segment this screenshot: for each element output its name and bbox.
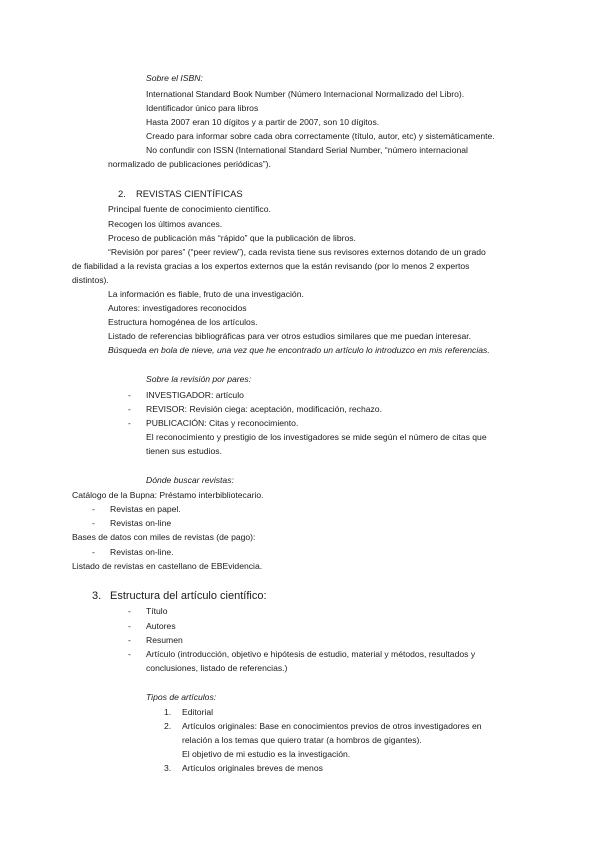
section3-article-2: conclusiones, listado de referencias.) (146, 663, 288, 673)
section2-line-9: Búsqueda en bola de nieve, una vez que he encontrado un artículo lo introduzco en mis referencias. (108, 345, 490, 355)
bullet-dash: - (92, 518, 95, 528)
bullet-dash: - (92, 547, 95, 557)
section2-peer-cont-1: de fiabilidad a la revista gracias a los expertos externos que la están revisando (por lo menos 2 expertos (72, 261, 470, 271)
types-item1-number: 1. (164, 707, 172, 717)
listing-line: Listado de revistas en castellano de EBEvidencia. (72, 561, 263, 571)
bullet-dash: - (128, 635, 131, 645)
bullet-dash: - (128, 418, 131, 428)
peer-bullet-1: INVESTIGADOR: artículo (146, 390, 244, 400)
types-item1: Editorial (182, 707, 214, 717)
bullet-dash: - (128, 404, 131, 414)
section2-line-7: Estructura homogénea de los artículos. (108, 317, 258, 327)
catalog-line: Catálogo de la Bupna: Préstamo interbibliotecario. (72, 490, 264, 500)
section2-title: REVISTAS CIENTÍFICAS (136, 188, 243, 199)
bullet-dash: - (128, 649, 131, 659)
catalog-item-1: Revistas en papel. (110, 504, 181, 514)
isbn-line-4: Creado para informar sobre cada obra correctamente (título, autor, etc) y sistemáticamente. (146, 131, 495, 141)
types-item3: Artículos originales breves de menos (182, 763, 323, 773)
section3-title: Estructura del artículo científico: (110, 590, 267, 602)
isbn-line-3: Hasta 2007 eran 10 dígitos y a partir de 2007, son 10 dígitos. (146, 117, 380, 127)
types-item3-number: 3. (164, 763, 172, 773)
section2-line-5: La información es fiable, fruto de una investigación. (108, 289, 304, 299)
section3-item-2: Autores (146, 621, 176, 631)
catalog-item-2: Revistas on-line (110, 518, 172, 528)
types-item2-number: 2. (164, 721, 172, 731)
isbn-line-2: Identificador único para libros (146, 103, 259, 113)
isbn-line-1: International Standard Book Number (Número Internacional Normalizado del Libro). (146, 89, 465, 99)
section2-line-8: Listado de referencias bibliográficas para ver otros estudios similares que me puedan interesar. (108, 331, 472, 341)
types-item2-line-a: Artículos originales: Base en conocimientos previos de otros investigadores en (182, 721, 482, 731)
isbn-heading: Sobre el ISBN: (146, 73, 203, 83)
section2-line-1: Principal fuente de conocimiento científico. (108, 204, 271, 214)
bullet-dash: - (128, 621, 131, 631)
section2-line-4: “Revisión por pares” (“peer review”), cada revista tiene sus revisores externos dotando de un grado (108, 247, 486, 257)
peer-review-heading: Sobre la revisión por pares: (146, 374, 252, 384)
section2-line-6: Autores: investigadores reconocidos (108, 303, 247, 313)
section2-line-2: Recogen los últimos avances. (108, 219, 223, 229)
databases-line: Bases de datos con miles de revistas (de pago): (72, 532, 256, 542)
section3-item-3: Resumen (146, 635, 183, 645)
bullet-dash: - (128, 390, 131, 400)
isbn-continuation: normalizado de publicaciones periódicas”). (108, 159, 271, 169)
peer-bullet-2: REVISOR: Revisión ciega: aceptación, modificación, rechazo. (146, 404, 382, 414)
types-item2-line-b: relación a los temas que quiero tratar (a hombros de gigantes). (182, 735, 422, 745)
peer-bullet-3: PUBLICACIÓN: Citas y reconocimiento. (146, 418, 299, 428)
peer-note-2: tienen sus estudios. (146, 446, 222, 456)
types-heading: Tipos de artículos: (146, 692, 217, 702)
section2-line-3: Proceso de publicación más “rápido” que la publicación de libros. (108, 233, 356, 243)
section3-number: 3. (92, 590, 102, 602)
types-item2-line-c: El objetivo de mi estudio es la investigación. (182, 749, 351, 759)
section2-number: 2. (118, 188, 126, 199)
section3-item-1: Título (146, 606, 168, 616)
bullet-dash: - (92, 504, 95, 514)
database-item-1: Revistas on-line. (110, 547, 174, 557)
section3-article-1: Artículo (introducción, objetivo e hipótesis de estudio, material y métodos, resultados y (146, 649, 476, 659)
isbn-line-5: No confundir con ISSN (International Standard Serial Number, “número internacional (146, 145, 468, 155)
peer-note-1: El reconocimiento y prestigio de los investigadores se mide según el número de citas que (146, 432, 487, 442)
bullet-dash: - (128, 606, 131, 616)
section2-peer-cont-2: distintos). (72, 275, 109, 285)
where-heading: Dónde buscar revistas: (146, 475, 234, 485)
